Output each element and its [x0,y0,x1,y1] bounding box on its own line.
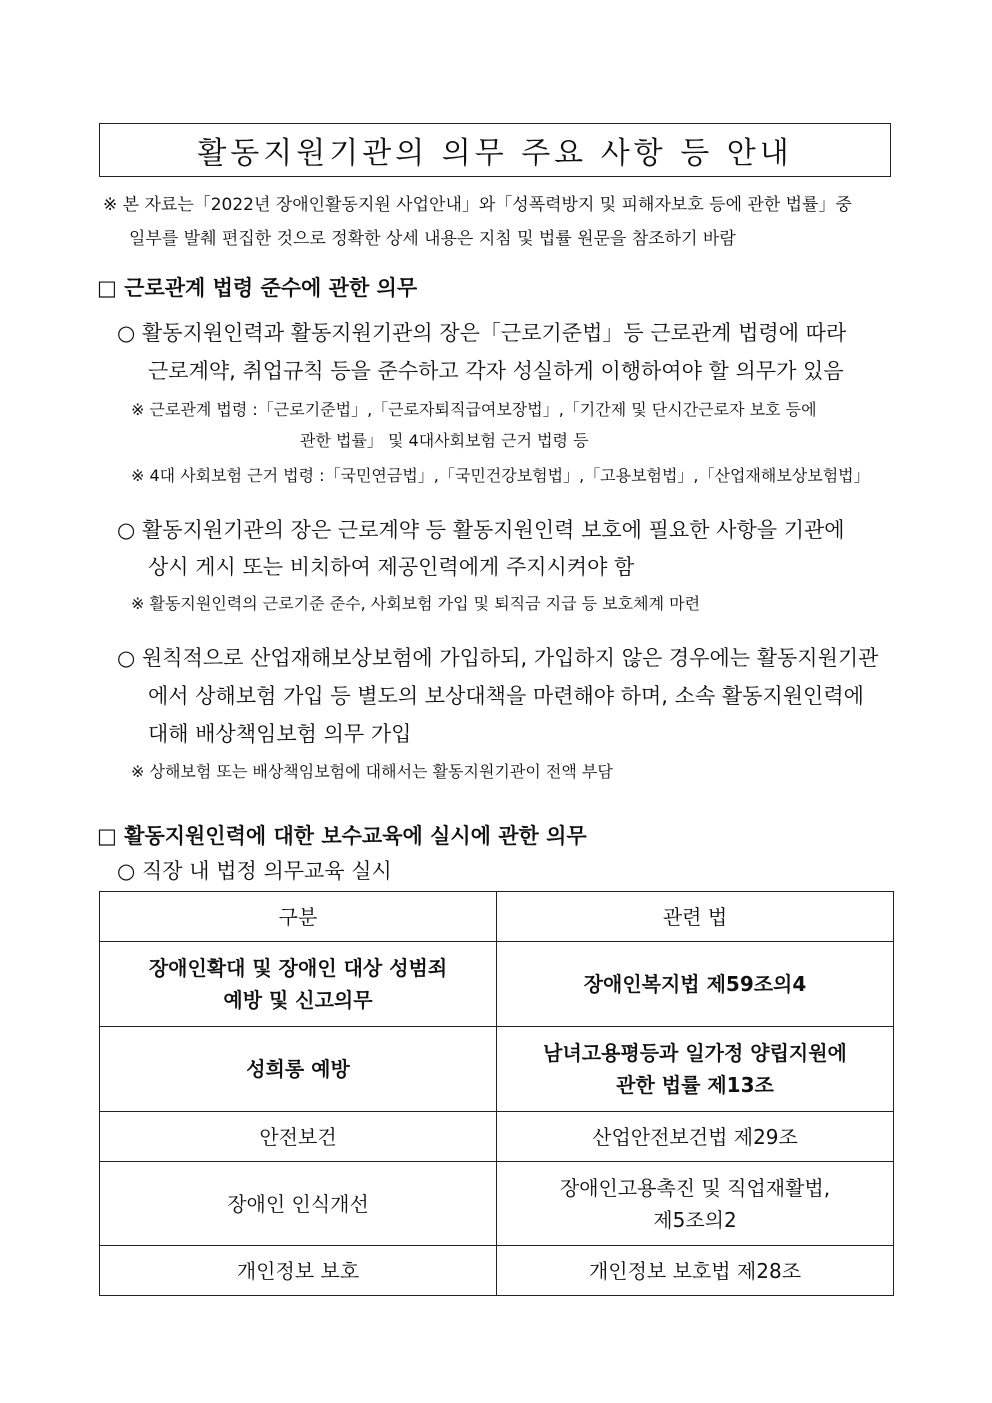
intro-line-2: 일부를 발췌 편집한 것으로 정확한 상세 내용은 지침 및 법률 원문을 참조하기 바람 [129,229,736,249]
section1-item3-line1: ○ 원칙적으로 산업재해보상보험에 가입하되, 가입하지 않은 경우에는 활동지원기관 [117,646,879,670]
section2-item1: ○ 직장 내 법정 의무교육 실시 [117,859,392,883]
row-category [100,942,497,1027]
row-category-line: 안전보건 [259,1124,337,1149]
row-law-line: 개인정보 보호법 제28조 [588,1258,802,1283]
section1-item2-line2: 상시 게시 또는 비치하여 제공인력에게 주지시켜야 함 [148,555,635,579]
section1-item1-line2: 근로계약, 취업규칙 등을 준수하고 각자 성실하게 이행하여야 할 의무가 있음 [148,359,844,383]
row-law-line: 장애인복지법 제59조의4 [583,972,807,996]
row-law [497,1246,894,1296]
section1-item3-line2: 에서 상해보험 가입 등 별도의 보상대책을 마련해야 하며, 소속 활동지원인력에 [148,684,864,708]
row-law-line: 장애인고용촉진 및 직업재활법, [559,1175,831,1200]
section1-item1-note2: ※ 4대 사회보험 근거 법령 :「국민연금법」,「국민건강보험법」,「고용보험법」,「산업재해보상보험법」 [131,466,870,485]
intro-line-1: ※ 본 자료는「2022년 장애인활동지원 사업안내」와「성폭력방지 및 피해자보호 등에 관한 법률」중 [103,195,852,215]
row-law-line: 산업안전보건법 제29조 [592,1124,798,1149]
row-law [497,1027,894,1112]
header-category: 구분 [100,892,497,942]
table-row [100,1246,894,1296]
row-law [497,942,894,1027]
section1-item3-line3: 대해 배상책임보험 의무 가입 [148,722,412,746]
section1-item2-note: ※ 활동지원인력의 근로기준 준수, 사회보험 가입 및 퇴직금 지급 등 보호체계 마련 [131,594,701,613]
education-law-table [99,891,894,1296]
row-law-line: 제5조의2 [653,1207,737,1232]
row-category-line: 성희롱 예방 [246,1057,350,1081]
row-category [100,1162,497,1246]
table-row [100,1162,894,1246]
row-law-line: 관한 법률 제13조 [616,1073,774,1097]
section1-item1-line1: ○ 활동지원인력과 활동지원기관의 장은「근로기준법」등 근로관계 법령에 따라 [117,321,847,345]
document-title: 활동지원기관의 의무 주요 사항 등 안내 [99,123,891,177]
row-category [100,1027,497,1112]
section1-item1-note1-line2: 관한 법률」 및 4대사회보험 근거 법령 등 [300,431,589,450]
row-law [497,1112,894,1162]
section2-heading: □ 활동지원인력에 대한 보수교육에 실시에 관한 의무 [97,824,587,848]
row-category [100,1246,497,1296]
section1-item1-note1-line1: ※ 근로관계 법령 :「근로기준법」,「근로자퇴직급여보장법」,「기간제 및 단시간근로자 보호 등에 [131,400,817,419]
table-row [100,1027,894,1112]
section1-item3-note: ※ 상해보험 또는 배상책임보험에 대해서는 활동지원기관이 전액 부담 [131,762,613,781]
table-row [100,1112,894,1162]
section1-item2-line1: ○ 활동지원기관의 장은 근로계약 등 활동지원인력 보호에 필요한 사항을 기관에 [117,518,845,542]
row-law-line: 남녀고용평등과 일가정 양립지원에 [543,1041,847,1065]
row-law [497,1162,894,1246]
row-category-line: 개인정보 보호 [236,1258,360,1283]
header-law: 관련 법 [497,892,894,942]
table-header-row [100,892,894,942]
row-category [100,1112,497,1162]
section1-heading: □ 근로관계 법령 준수에 관한 의무 [97,276,418,300]
row-category-line: 장애인확대 및 장애인 대상 성범죄 [148,956,448,980]
row-category-line: 장애인 인식개선 [227,1191,369,1216]
row-category-line: 예방 및 신고의무 [223,988,373,1012]
table-row [100,942,894,1027]
